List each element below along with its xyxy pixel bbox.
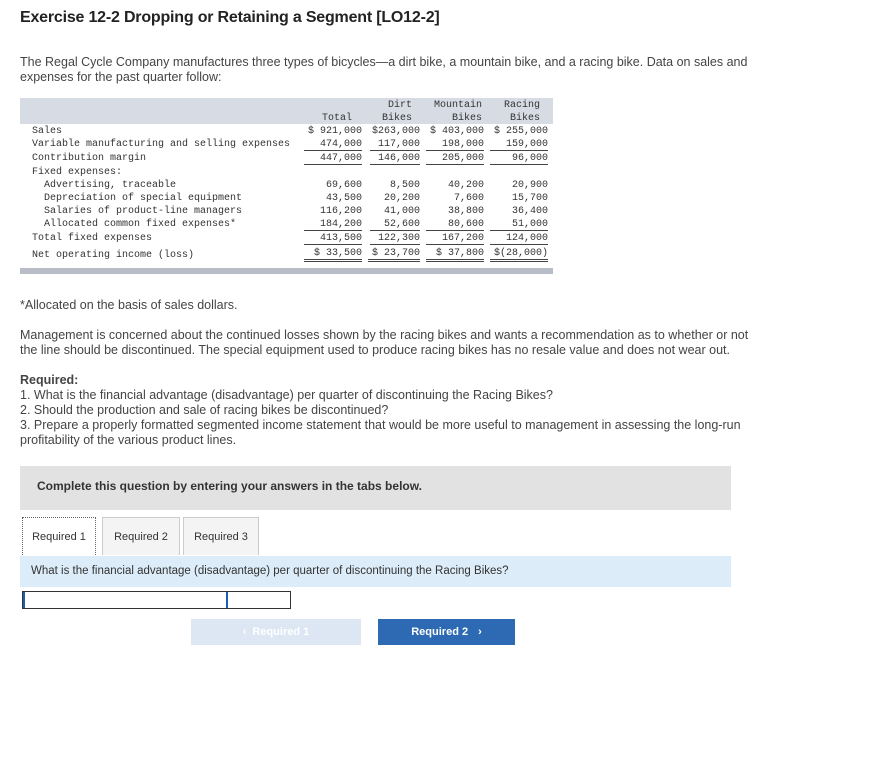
- cell-mountain: $ 403,000: [429, 126, 484, 137]
- cell-dirt: 146,000: [370, 153, 420, 165]
- header-dirt-1: Dirt: [387, 100, 412, 111]
- page-title: Exercise 12-2 Dropping or Retaining a Segment [LO12-2]: [20, 9, 440, 26]
- required-item-1: 1. What is the financial advantage (disadvantage) per quarter of discontinuing the Racing Bikes?: [20, 388, 553, 402]
- row-label-total-fixed: Total fixed expenses: [32, 233, 153, 244]
- cell-mountain: 167,200: [426, 233, 484, 245]
- management-paragraph: Management is concerned about the continued losses shown by the racing bikes and wants a recommendation as to whether or not the line should be discontinued. The special equipment used to produce racing bikes has no resale value and does not wear out.: [20, 328, 749, 357]
- row-label-fixed: Fixed expenses:: [32, 167, 123, 178]
- cell-total: 413,500: [304, 233, 362, 245]
- row-label-salaries: Salaries of product-line managers: [44, 206, 243, 217]
- cell-racing: $ 255,000: [493, 126, 548, 137]
- segment-income-table: [20, 98, 553, 278]
- cell-racing: 159,000: [490, 139, 548, 151]
- cell-mountain: 198,000: [426, 139, 484, 151]
- cell-dirt: 8,500: [389, 180, 420, 191]
- cell-total: $ 33,500: [304, 248, 362, 262]
- intro-paragraph: The Regal Cycle Company manufactures three types of bicycles—a dirt bike, a mountain bike, and a racing bike. Data on sales and expenses for the past quarter follow:: [20, 55, 748, 84]
- answer-label-cell: [23, 592, 228, 608]
- row-label-advertising: Advertising, traceable: [44, 180, 177, 191]
- cell-total: $ 921,000: [307, 126, 362, 137]
- next-required-button[interactable]: [378, 619, 515, 645]
- header-dirt-2: Bikes: [381, 113, 412, 124]
- cell-dirt: $ 23,700: [368, 248, 420, 262]
- cell-total: 116,200: [319, 206, 362, 217]
- header-mountain-1: Mountain: [433, 100, 482, 111]
- tab-required-1[interactable]: Required 1: [22, 517, 96, 555]
- chevron-left-icon: ‹: [242, 626, 247, 638]
- answer-label-input[interactable]: [25, 594, 227, 610]
- cell-mountain: 7,600: [453, 193, 484, 204]
- cell-total: 184,200: [304, 219, 362, 231]
- footnote: *Allocated on the basis of sales dollars.: [20, 298, 238, 312]
- prev-required-button[interactable]: [191, 619, 361, 645]
- cell-racing: 15,700: [511, 193, 548, 204]
- tab-required-3[interactable]: Required 3: [183, 517, 259, 555]
- row-label-contribution: Contribution margin: [32, 153, 147, 164]
- cell-total: 447,000: [304, 153, 362, 165]
- cell-dirt: $263,000: [371, 126, 420, 137]
- answer-row: [22, 591, 291, 609]
- table-bottom-bar: [20, 268, 553, 274]
- cell-total: 69,600: [325, 180, 362, 191]
- required-item-3-cont: profitability of the various product lines.: [20, 433, 237, 447]
- tab-required-2[interactable]: Required 2: [102, 517, 180, 555]
- cell-mountain: $ 37,800: [426, 248, 484, 262]
- chevron-right-icon: ›: [478, 626, 482, 638]
- cell-total: 474,000: [304, 139, 362, 151]
- instruction-box: [20, 466, 731, 510]
- required-item-3: 3. Prepare a properly formatted segmented income statement that would be more useful to management in assessing the long-run: [20, 418, 741, 432]
- answer-amount-cell: [226, 592, 292, 608]
- required-heading: Required:: [20, 373, 79, 387]
- cell-racing: 36,400: [511, 206, 548, 217]
- cell-dirt: 122,300: [370, 233, 420, 245]
- cell-mountain: 38,800: [447, 206, 484, 217]
- cell-dirt: 41,000: [383, 206, 420, 217]
- header-racing-1: Racing: [503, 100, 540, 111]
- answer-amount-input[interactable]: [228, 594, 292, 610]
- row-label-depreciation: Depreciation of special equipment: [44, 193, 243, 204]
- question-bar: [20, 556, 731, 587]
- cell-racing: 51,000: [490, 219, 548, 231]
- cell-dirt: 52,600: [370, 219, 420, 231]
- cell-mountain: 40,200: [447, 180, 484, 191]
- cell-racing: $(28,000): [490, 248, 548, 262]
- row-label-variable: Variable manufacturing and selling expenses: [32, 139, 291, 150]
- cell-mountain: 80,600: [426, 219, 484, 231]
- cell-dirt: 117,000: [370, 139, 420, 151]
- row-label-sales: Sales: [32, 126, 63, 137]
- header-racing-2: Bikes: [509, 113, 540, 124]
- cell-total: 43,500: [325, 193, 362, 204]
- row-label-net-income: Net operating income (loss): [32, 250, 195, 261]
- next-button-label: Required 2: [411, 626, 469, 638]
- header-total: Total: [321, 113, 352, 124]
- instruction-text: Complete this question by entering your answers in the tabs below.: [37, 479, 422, 493]
- header-mountain-2: Bikes: [451, 113, 482, 124]
- cell-mountain: 205,000: [426, 153, 484, 165]
- question-text: What is the financial advantage (disadvantage) per quarter of discontinuing the Racing Bikes?: [31, 565, 509, 577]
- required-item-2: 2. Should the production and sale of racing bikes be discontinued?: [20, 403, 389, 417]
- cell-racing: 124,000: [490, 233, 548, 245]
- row-label-allocated: Allocated common fixed expenses*: [44, 219, 237, 230]
- required-section: [20, 373, 741, 448]
- prev-button-label: Required 1: [252, 626, 310, 638]
- cell-dirt: 20,200: [383, 193, 420, 204]
- cell-racing: 20,900: [511, 180, 548, 191]
- cell-racing: 96,000: [490, 153, 548, 165]
